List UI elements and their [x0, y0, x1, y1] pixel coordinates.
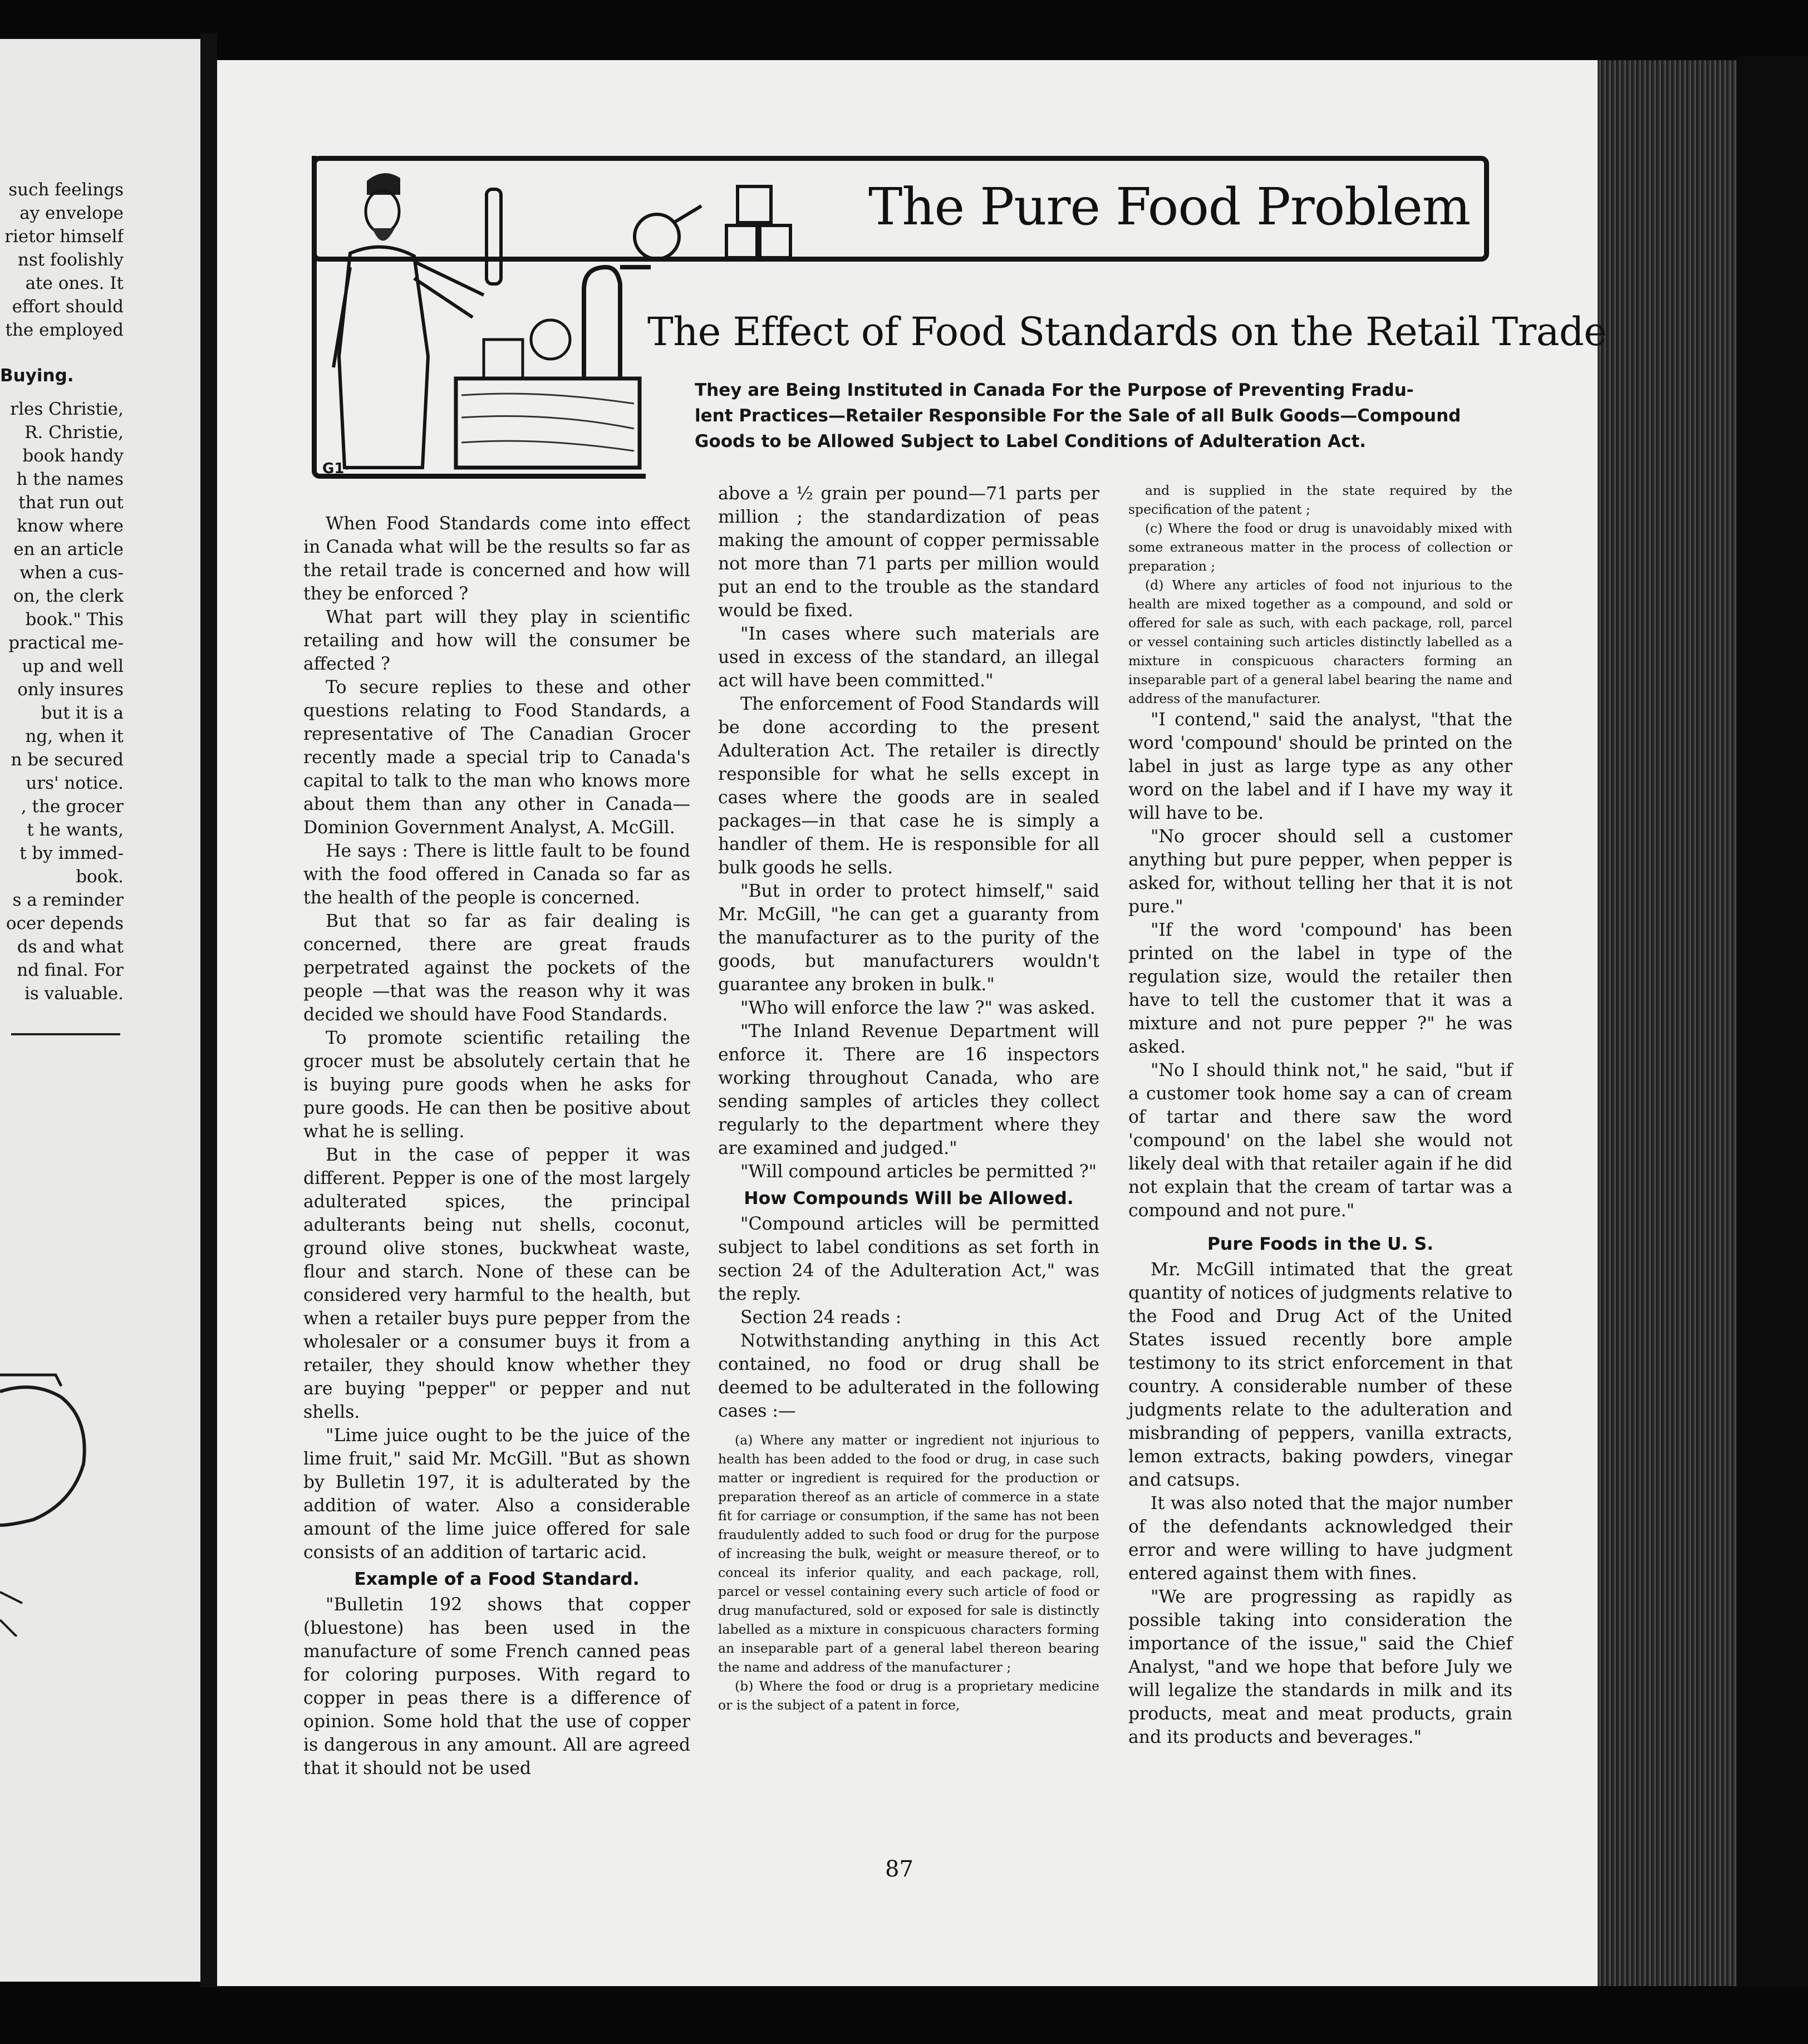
paragraph: above a ½ grain per pound—71 parts per million ; the standardization of peas making the amount of copper permissable not more than 71 parts per million would put an end to the trouble as the standard would be fixed. — [718, 484, 1099, 621]
paragraph: "Will compound articles be permitted ?" — [740, 1162, 1097, 1182]
paragraph: "The Inland Revenue Department will enforce it. There are 16 inspectors working throughout Canada, who are sending samples of articles they collect regularly to the department where they are examined and judged." — [718, 1021, 1099, 1158]
left-page-line: know where — [17, 516, 124, 536]
illustration-signature: G1· — [322, 460, 350, 477]
paragraph: Notwithstanding anything in this Act contained, no food or drug shall be deemed to be adulterated in the following cases :— — [718, 1331, 1099, 1421]
book-binding — [1737, 56, 1808, 1987]
paragraph: It was also noted that the major number of the defendants acknowledged their error and were willing to have judgment entered against them with fines. — [1128, 1493, 1512, 1584]
left-page-line: urs' notice. — [26, 773, 124, 793]
column-2 — [718, 482, 1099, 1714]
paragraph: "No grocer should sell a customer anything but pure pepper, when pepper is asked for, without telling her that it is not pure." — [1128, 827, 1512, 917]
left-page-line: practical me- — [8, 633, 124, 653]
paragraph: "But in order to protect himself," said Mr. McGill, "he can get a guaranty from the manufacturer as to the purity of the goods, but manufacturers wouldn't guarantee any broken in bulk." — [718, 881, 1099, 995]
article-deck — [695, 377, 1463, 454]
paragraph: "Bulletin 192 shows that copper (bluestone) has been used in the manufacture of some French canned peas for coloring purposes. With regard to copper in peas there is a difference of opinion. Some hold that the use of copper is dangerous in any amount. All are agreed that it should not be used — [303, 1595, 690, 1778]
column-1 — [303, 512, 690, 1780]
paragraph: "We are progressing as rapidly as possible taking into consideration the importance of the issue," said the Chief Analyst, "and we hope that before July we will legalize the standards in milk and its products, meat and meat products, grain and its products and beverages." — [1128, 1587, 1512, 1747]
statute-clause: (c) Where the food or drug is unavoidably mixed with some extraneous matter in the process of collection or preparation ; — [1128, 520, 1512, 574]
paragraph: "I contend," said the analyst, "that the word 'compound' should be printed on the label in just as large type as any other word on the label and if I have my way it will have to be. — [1128, 710, 1512, 823]
left-page-drawing-fragment — [0, 1358, 100, 1637]
left-page-line: nst foolishly — [17, 250, 124, 270]
section-heading: Example of a Food Standard. — [354, 1569, 640, 1589]
paragraph: He says : There is little fault to be found with the food offered in Canada so far as the health of the people is concerned. — [303, 841, 690, 908]
left-page-line: t by immed- — [19, 843, 124, 863]
paragraph: Section 24 reads : — [740, 1308, 902, 1328]
section-heading: How Compounds Will be Allowed. — [744, 1188, 1074, 1208]
left-page-rule — [11, 1033, 120, 1035]
left-page-line: ds and what — [17, 937, 124, 957]
paragraph: "Who will enforce the law ?" was asked. — [740, 998, 1095, 1018]
left-page-line: h the names — [16, 469, 124, 489]
paragraph: What part will they play in scientific retailing and how will the consumer be affected ? — [303, 607, 690, 674]
section-heading: Pure Foods in the U. S. — [1207, 1234, 1434, 1254]
left-page-line: when a cus- — [19, 563, 124, 583]
shelf-objects-icon — [623, 184, 824, 273]
statute-clause: (a) Where any matter or ingredient not injurious to health has been added to the food or drug, in case such matter or ingredient is required for the production or preparation thereof as an article of commerce in a state fit for carriage or consumption, if the same has not been fraudulently added to such food or drug for the purpose of increasing the bulk, weight or measure thereof, or to conceal its inferior quality, and each package, roll, parcel or vessel containing every such article of food or drug manufactured, sold or exposed for sale is distinctly labelled as a mixture in conspicuous characters forming an inseparable part of a general label thereon bearing the name and address of the manufacturer ; — [718, 1432, 1099, 1675]
column-3 — [1128, 481, 1512, 1749]
page-title: The Pure Food Problem — [868, 177, 1471, 237]
paragraph: "No I should think not," he said, "but if a customer took home say a can of cream of tartar and there saw the word 'compound' on the label she would not likely deal with that retailer again if he did not explain that the cream of tartar was a compound and not pure." — [1128, 1060, 1512, 1221]
left-page-line: book. — [76, 867, 124, 887]
deck-line: They are Being Instituted in Canada For the Purpose of Preventing Fradu- — [695, 380, 1414, 400]
deck-line: Goods to be Allowed Subject to Label Conditions of Adulteration Act. — [695, 431, 1367, 451]
paragraph: But in the case of pepper it was different. Pepper is one of the most largely adulterated spices, the principal adulterants being nut shells, coconut, ground olive stones, buckwheat waste, flour and starch. None of these can be considered very harmful to the health, but when a retailer buys pure pepper from the wholesaler or a consumer buys it from a retailer, they should know whether they are buying "pepper" or pepper and nut shells. — [303, 1145, 690, 1422]
left-page-line: rles Christie, — [10, 399, 124, 419]
left-page-line: s a reminder — [12, 890, 124, 910]
left-page-line: up and well — [22, 656, 124, 676]
article-subtitle: The Effect of Food Standards on the Retail Trade — [647, 309, 1607, 355]
chemist-illustration-frame — [312, 156, 646, 479]
left-page-line: R. Christie, — [24, 422, 124, 443]
paragraph: To secure replies to these and other questions relating to Food Standards, a representative of The Canadian Grocer recently made a special trip to Canada's capital to talk to the man who knows more about them than any other in Canada—Dominion Government Analyst, A. McGill. — [303, 677, 690, 838]
left-page-line: book." This — [25, 610, 124, 630]
paragraph: Mr. McGill intimated that the great quantity of notices of judgments relative to the Food and Drug Act of the United States issued recently bore ample testimony to its strict enforcement in that country. A considerable number of these judgments relate to the adulteration and misbranding of peppers, vanilla extracts, lemon extracts, baking powders, vinegar and catsups. — [1128, 1260, 1512, 1490]
left-page-line: is valuable. — [24, 984, 124, 1004]
left-page-line: ng, when it — [25, 726, 124, 746]
left-page-line: n be secured — [11, 750, 124, 770]
statute-clause: (b) Where the food or drug is a proprietary medicine or is the subject of a patent in force, — [718, 1678, 1099, 1713]
left-page-line: the employed — [5, 320, 124, 340]
left-page-line: only insures — [17, 680, 124, 700]
left-page-line: effort should — [12, 297, 124, 317]
page-number: 87 — [885, 1856, 913, 1882]
left-page-line: Buying. — [0, 366, 74, 386]
paragraph: But that so far as fair dealing is concerned, there are great frauds perpetrated against the pockets of the people —that was the reason why it was decided we should have Food Standards. — [303, 911, 690, 1025]
statute-clause: and is supplied in the state required by the specification of the patent ; — [1128, 483, 1512, 517]
deck-line: lent Practices—Retailer Responsible For the Sale of all Bulk Goods—Compound — [695, 406, 1461, 426]
left-page-line: but it is a — [41, 703, 124, 723]
left-page-line: en an article — [13, 539, 124, 559]
left-page-line: such feelings — [8, 180, 124, 200]
left-page-line: nd final. For — [17, 960, 124, 980]
left-page-line: on, the clerk — [13, 586, 124, 606]
left-page-line: rietor himself — [4, 227, 124, 247]
paragraph: The enforcement of Food Standards will be done according to the present Adulteration Act. The retailer is directly responsible for what he sells except in cases where the goods are in sealed packages—in that case he is simply a handler of them. He is responsible for all bulk goods he sells. — [718, 694, 1099, 878]
paragraph: "Compound articles will be permitted subject to label conditions as set forth in section 24 of the Adulteration Act," was the reply. — [718, 1214, 1099, 1304]
left-page-line: ocer depends — [6, 913, 124, 933]
paragraph: When Food Standards come into effect in Canada what will be the results so far as the retail trade is concerned and how will they be enforced ? — [303, 514, 690, 604]
paragraph: "If the word 'compound' has been printed on the label in type of the regulation size, would the retailer then have to tell the customer that it was a mixture and not pure pepper ?" he was asked. — [1128, 920, 1512, 1057]
left-page-line: book handy — [22, 446, 124, 466]
left-page-line: ay envelope — [19, 203, 124, 223]
left-page-line: that run out — [18, 493, 124, 513]
left-page-line: ate ones. It — [25, 273, 124, 293]
paragraph: "Lime juice ought to be the juice of the lime fruit," said Mr. McGill. "But as shown by Bulletin 197, it is adulterated by the addition of water. Also a considerable amount of the lime juice offered for sale consists of an addition of tartaric acid. — [303, 1426, 690, 1563]
chemist-illustration-icon — [317, 156, 651, 479]
page-edges — [1598, 60, 1737, 1986]
left-page-line: t he wants, — [27, 820, 124, 840]
paragraph: "In cases where such materials are used in excess of the standard, an illegal act will have been committed." — [718, 624, 1099, 691]
statute-clause: (d) Where any articles of food not injurious to the health are mixed together as a compound, and sold or offered for sale as such, with each package, roll, parcel or vessel containing such articles distinctly labelled as a mixture in conspicuous characters forming an inseparable part of a general label bearing the name and address of the manufacturer. — [1128, 577, 1512, 706]
left-page-line: , the grocer — [21, 797, 124, 817]
book-gutter — [200, 33, 217, 1987]
paragraph: To promote scientific retailing the grocer must be absolutely certain that he is buying pure goods when he asks for pure goods. He can then be positive about what he is selling. — [303, 1028, 690, 1142]
